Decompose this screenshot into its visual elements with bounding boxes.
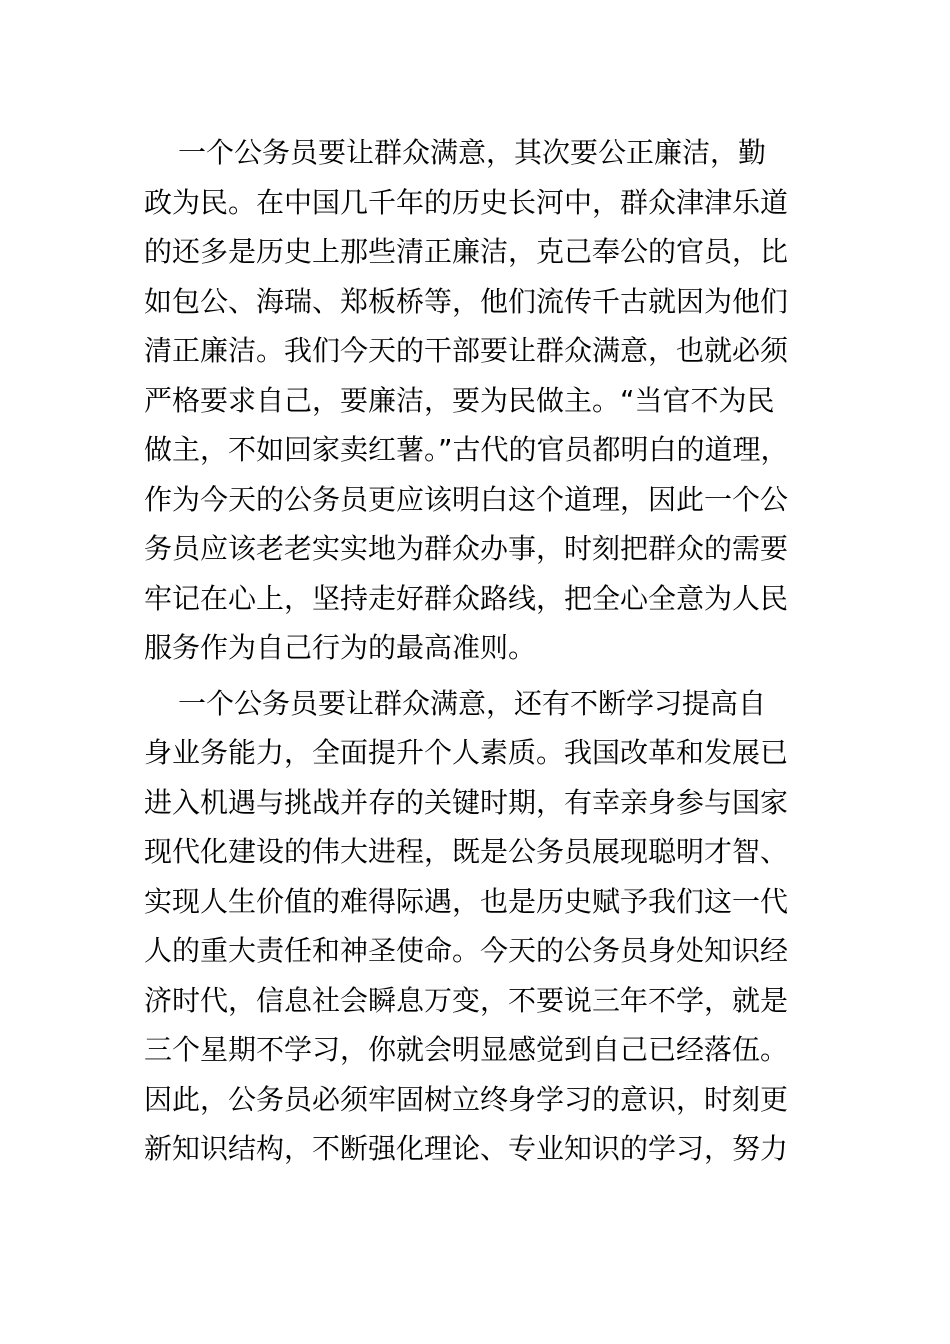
paragraph-line: 进入机遇与挑战并存的关键时期，有幸亲身参与国家 xyxy=(144,785,789,819)
paragraph-line: 政为民。在中国几千年的历史长河中，群众津津乐道 xyxy=(144,185,789,219)
paragraph-line: 务员应该老老实实地为群众办事，时刻把群众的需要 xyxy=(144,532,789,565)
paragraph-line: 实现人生价值的难得际遇，也是历史赋予我们这一代 xyxy=(144,884,789,918)
paragraph-line: 如包公、海瑞、郑板桥等，他们流传千古就因为他们 xyxy=(144,284,789,318)
paragraph-1 xyxy=(144,128,816,673)
paragraph-line: 因此，公务员必须牢固树立终身学习的意识，时刻更 xyxy=(144,1082,789,1116)
paragraph-line: 的还多是历史上那些清正廉洁，克己奉公的官员，比 xyxy=(144,235,789,268)
paragraph-line: 身业务能力，全面提升个人素质。我国改革和发展已 xyxy=(144,736,789,769)
paragraph-line: 现代化建设的伟大进程，既是公务员展现聪明才智、 xyxy=(144,835,789,868)
paragraph-line: 一个公务员要让群众满意，其次要公正廉洁，勤 xyxy=(178,136,767,169)
paragraph-line: 牢记在心上，坚持走好群众路线，把全心全意为人民 xyxy=(144,581,789,615)
paragraph-line: 新知识结构，不断强化理论、专业知识的学习，努力 xyxy=(144,1132,789,1165)
document-body xyxy=(144,128,816,1180)
paragraph-line: 作为今天的公务员更应该明白这个道理，因此一个公 xyxy=(144,482,789,516)
paragraph-line: 严格要求自己，要廉洁，要为民做主。“当官不为民 xyxy=(144,383,775,417)
paragraph-line: 做主，不如回家卖红薯。”古代的官员都明白的道理， xyxy=(144,433,789,466)
paragraph-line: 清正廉洁。我们今天的干部要让群众满意，也就必须 xyxy=(144,334,789,367)
paragraph-line: 服务作为自己行为的最高准则。 xyxy=(144,631,537,664)
paragraph-line: 人的重大责任和神圣使命。今天的公务员身处知识经 xyxy=(144,934,789,967)
paragraph-line: 济时代，信息社会瞬息万变，不要说三年不学，就是 xyxy=(144,983,789,1017)
paragraph-line: 一个公务员要让群众满意，还有不断学习提高自 xyxy=(178,686,767,720)
paragraph-2 xyxy=(144,679,816,1174)
paragraph-line: 三个星期不学习，你就会明显感觉到自己已经落伍。 xyxy=(144,1033,789,1066)
